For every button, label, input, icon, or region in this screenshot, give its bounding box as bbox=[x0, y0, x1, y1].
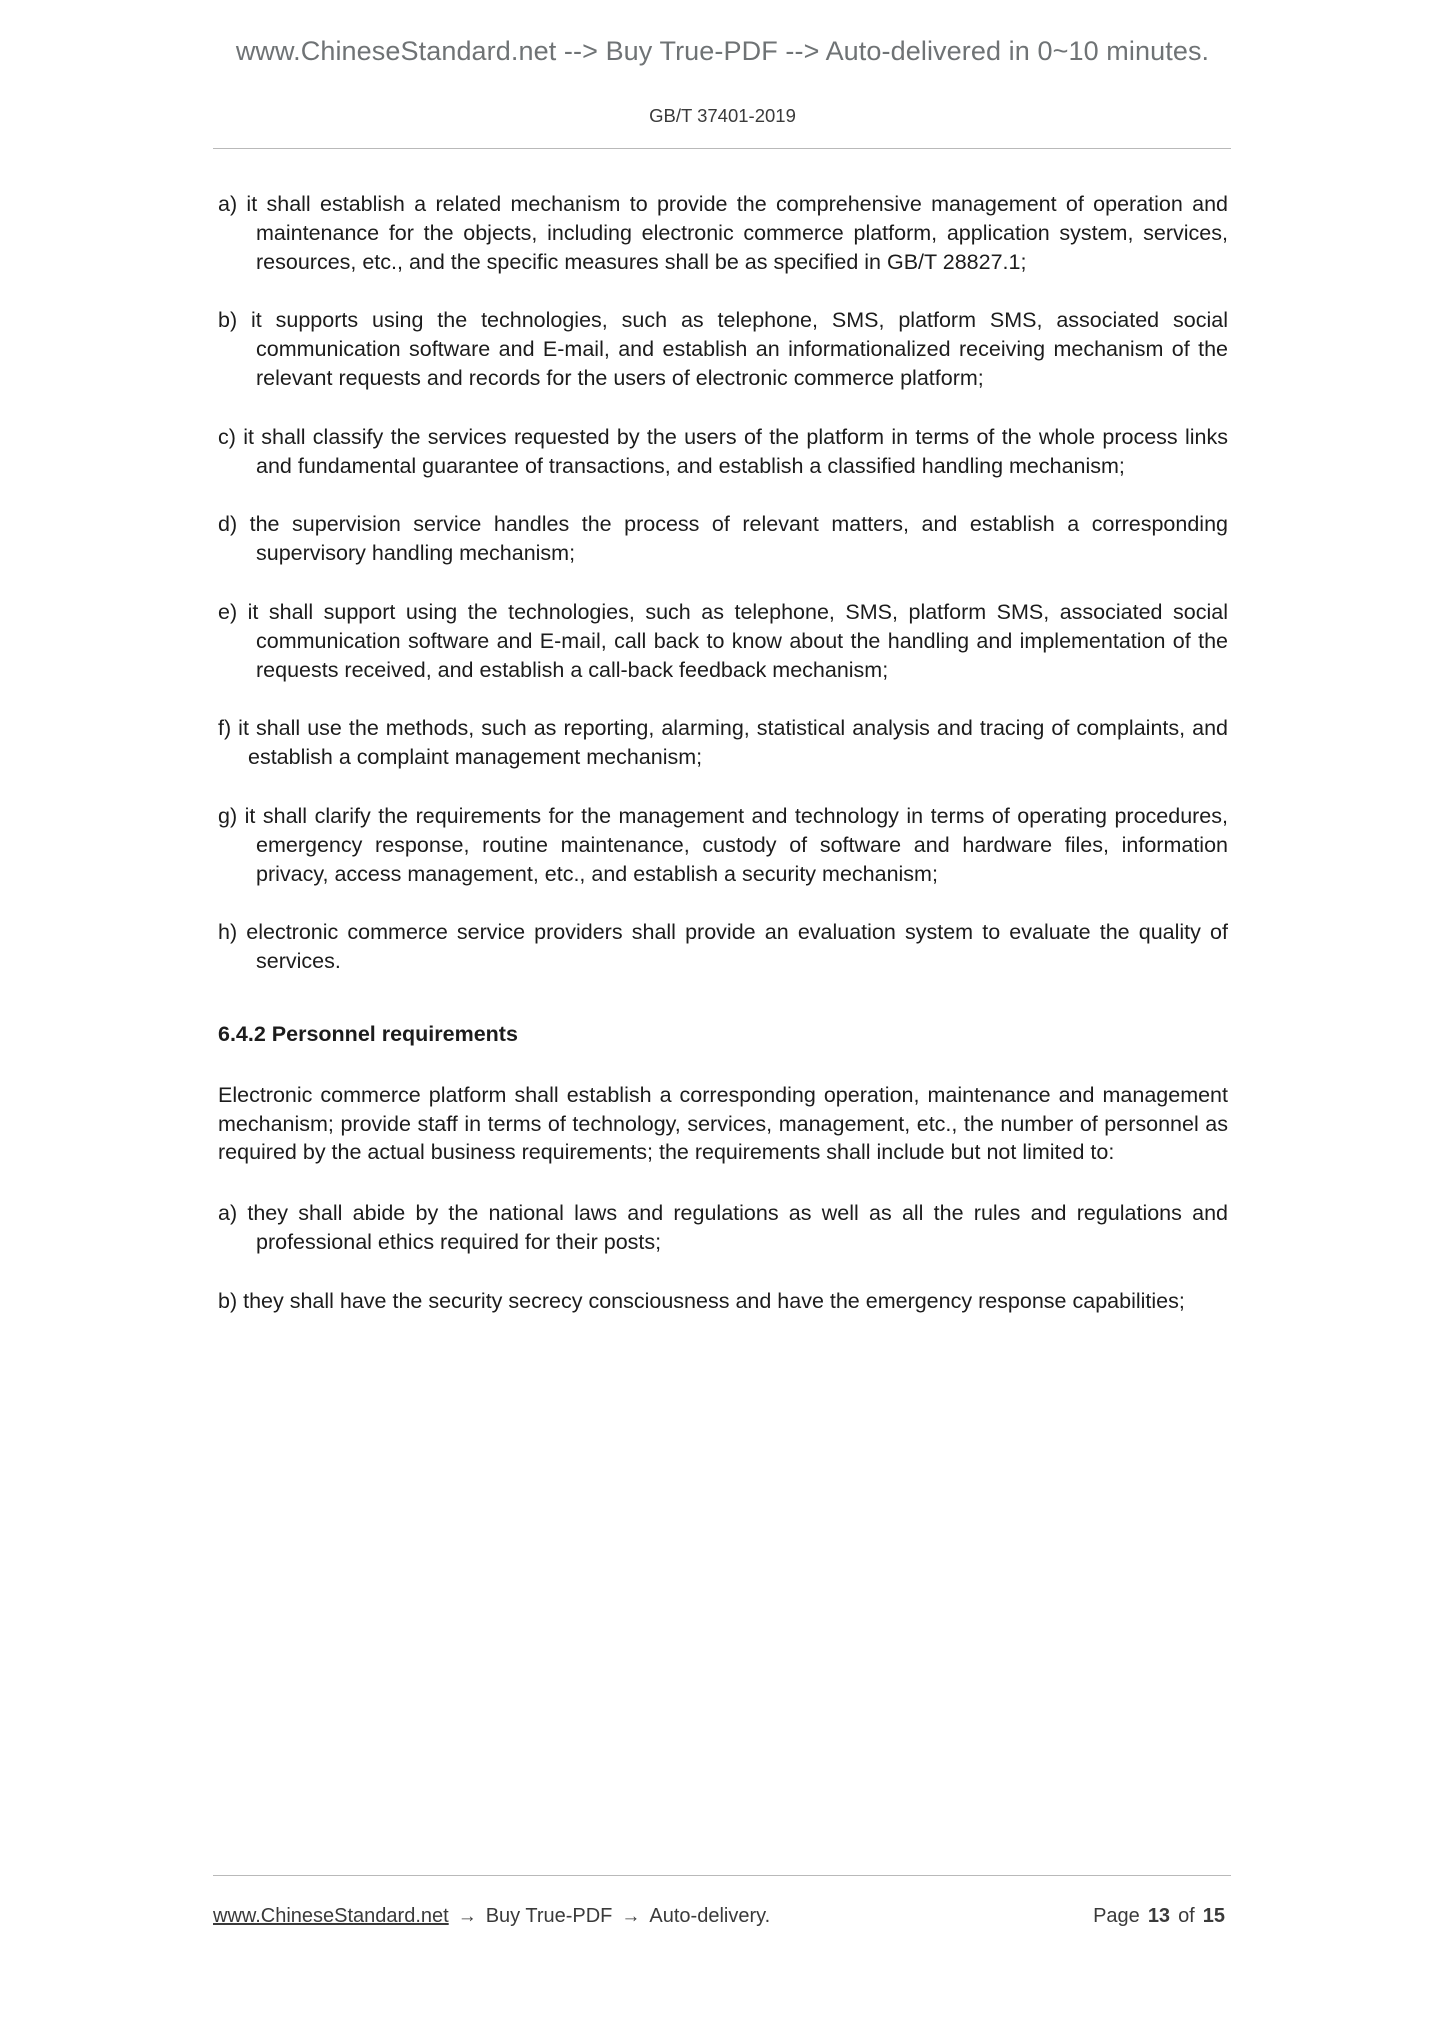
list-item: a) they shall abide by the national laws and regulations as well as all the rules and regulations and professional ethics required for their posts; bbox=[218, 1201, 1228, 1254]
page-of-label: of bbox=[1178, 1905, 1195, 1927]
list-item: f) it shall use the methods, such as reporting, alarming, statistical analysis and tracing of complaints, and establish a complaint management mechanism; bbox=[218, 716, 1228, 770]
page-number: 13 bbox=[1147, 1905, 1171, 1927]
page-footer bbox=[213, 1905, 1231, 1928]
list-item: g) it shall clarify the requirements for the management and technology in terms of operating procedures, emergency response, routine maintenance, custody of software and hardware files, information privacy, access management, etc., and establish a security mechanism; bbox=[218, 803, 1228, 886]
list-item: e) it shall support using the technologies, such as telephone, SMS, platform SMS, associated social communication software and E-mail, call back to know about the handling and implementation of the requests received, and establish a call-back feedback mechanism; bbox=[218, 599, 1228, 682]
footer-promo bbox=[213, 1905, 770, 1928]
header-divider bbox=[213, 148, 1231, 149]
footer-buy-label: Buy True-PDF bbox=[485, 1905, 613, 1927]
footer-divider bbox=[213, 1875, 1231, 1876]
promo-watermark: www.ChineseStandard.net --> Buy True-PDF --> Auto-delivered in 0~10 minutes. bbox=[235, 36, 1210, 66]
list-item: d) the supervision service handles the process of relevant matters, and establish a corresponding supervisory handling mechanism; bbox=[218, 512, 1228, 566]
page-label: Page bbox=[1093, 1905, 1140, 1927]
footer-delivery-label: Auto-delivery. bbox=[649, 1905, 771, 1927]
list-item: b) they shall have the security secrecy consciousness and have the emergency response capabilities; bbox=[218, 1288, 1185, 1313]
list-item: b) it supports using the technologies, such as telephone, SMS, platform SMS, associated social communication software and E-mail, and establish an informationalized receiving mechanism of the relevant requests and records for the users of electronic commerce platform; bbox=[218, 308, 1228, 390]
section-heading: 6.4.2 Personnel requirements bbox=[218, 1021, 518, 1046]
list-item: c) it shall classify the services requested by the users of the platform in terms of the whole process links and fundamental guarantee of transactions, and establish a classified handling mechanism; bbox=[218, 424, 1228, 478]
arrow-right-icon: → bbox=[457, 1906, 477, 1927]
section-intro-paragraph: Electronic commerce platform shall establish a corresponding operation, maintenance and management mechanism; provide staff in terms of technology, services, management, etc., the number of personnel as required by the actual business requirements; the requirements shall include but not limited to: bbox=[218, 1082, 1228, 1165]
page-indicator bbox=[1093, 1905, 1231, 1928]
arrow-right-icon: → bbox=[621, 1906, 641, 1927]
page-content bbox=[218, 190, 1228, 1316]
page-total: 15 bbox=[1202, 1905, 1225, 1927]
list-item: a) it shall establish a related mechanism to provide the comprehensive management of operation and maintenance for the objects, including electronic commerce platform, application system, services, resources, etc., and the specific measures shall be as specified in GB/T 28827.1; bbox=[218, 192, 1228, 274]
list-item: h) electronic commerce service providers shall provide an evaluation system to evaluate the quality of services. bbox=[218, 920, 1228, 974]
footer-site-link[interactable]: www.ChineseStandard.net bbox=[213, 1905, 449, 1927]
standard-number: GB/T 37401-2019 bbox=[649, 105, 796, 126]
